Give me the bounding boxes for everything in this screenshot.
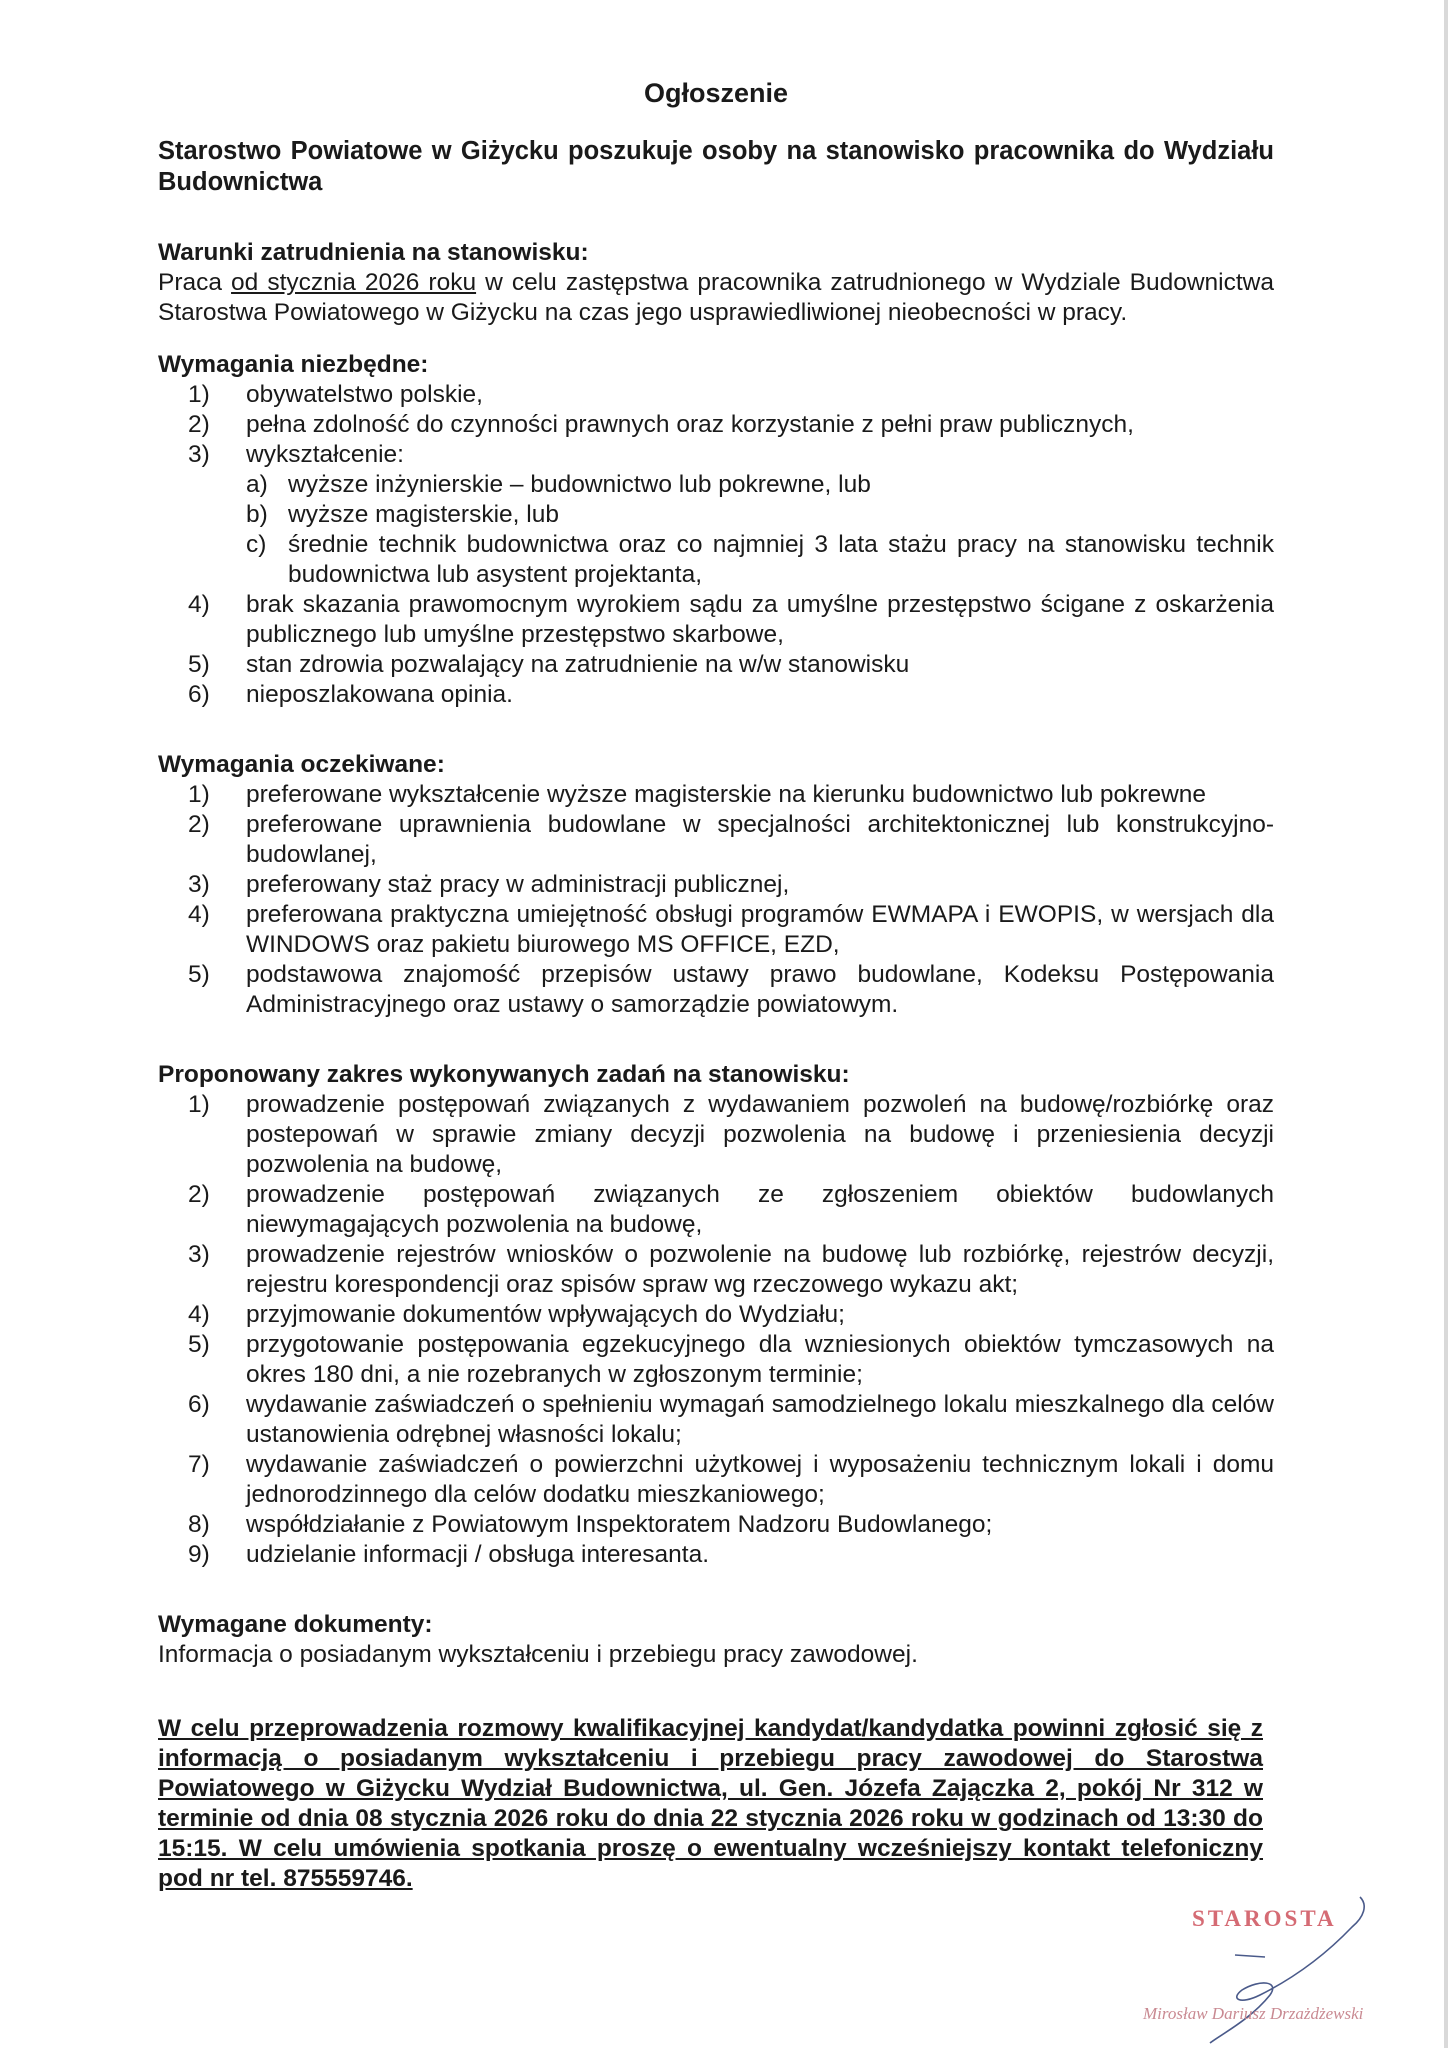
item-number: 5) [188, 651, 210, 678]
item-text: obywatelstwo polskie, [246, 381, 483, 408]
list-item [158, 590, 1274, 650]
documents-text: Informacja o posiadanym wykształceniu i przebiegu pracy zawodowej. [158, 1641, 918, 1668]
document-title: Ogłoszenie [643, 78, 789, 108]
item-text: przyjmowanie dokumentów wpływających do Wydziału; [246, 1301, 845, 1328]
item-number: 4) [188, 901, 210, 928]
item-text: stan zdrowia pozwalający na zatrudnienie na w/w stanowisku [246, 651, 910, 678]
conditions-heading: Warunki zatrudnienia na stanowisku: [158, 239, 589, 266]
application-notice: W celu przeprowadzenia rozmowy kwalifikacyjnej kandydat/kandydatka powinni zgłosić się z informacją o posiadanym wykształceniu i przebiegu pracy zawodowej do Starostwa Powiatowego w Giżycku Wydział Budownictwa, ul. Gen. Józefa Zajączka 2, pokój Nr 312 w terminie od dnia 08 stycznia 2026 roku do dnia 22 stycznia 2026 roku w godzinach od 13:30 do 15:15. W celu umówienia spotkania proszę o ewentualny wcześniejszy kontakt telefoniczny pod nr tel. 875559746. [158, 1715, 1263, 1892]
item-number: 5) [188, 961, 210, 988]
headline: Starostwo Powiatowe w Giżycku poszukuje osoby na stanowisko pracownika do Wydziału Budownictwa [158, 137, 1274, 196]
item-text: wykształcenie: [246, 441, 404, 468]
conditions-text-start: Praca [158, 269, 232, 296]
list-item [158, 960, 1274, 1020]
item-text: przygotowanie postępowania egzekucyjnego dla wzniesionych obiektów tymczasowych na okres 180 dni, a nie rozebranych w zgłoszonym terminie; [246, 1331, 1274, 1388]
item-text: preferowany staż pracy w administracji publicznej, [246, 871, 790, 898]
list-item [158, 1540, 1274, 1570]
subitem-letter: a) [246, 471, 268, 498]
item-number: 8) [188, 1511, 210, 1538]
sublist-item [246, 500, 1274, 530]
item-number: 3) [188, 1241, 210, 1268]
list-item [158, 1510, 1274, 1540]
item-text: udzielanie informacji / obsługa interesanta. [246, 1541, 710, 1568]
list-item [158, 1240, 1274, 1300]
list-item [158, 870, 1274, 900]
subitem-letter: c) [246, 531, 267, 558]
item-number: 9) [188, 1541, 210, 1568]
item-number: 1) [188, 1091, 210, 1118]
item-number: 3) [188, 441, 210, 468]
item-number: 4) [188, 591, 210, 618]
subitem-text: wyższe inżynierskie – budownictwo lub pokrewne, lub [288, 471, 871, 498]
list-item [158, 410, 1274, 440]
item-number: 3) [188, 871, 210, 898]
education-sublist [246, 470, 1274, 590]
item-number: 6) [188, 681, 210, 708]
item-number: 7) [188, 1451, 210, 1478]
required-heading: Wymagania niezbędne: [158, 351, 429, 378]
item-text: preferowane uprawnienia budowlane w specjalności architektonicznej lub konstrukcyjno-budowlanej, [246, 811, 1274, 868]
item-text: brak skazania prawomocnym wyrokiem sądu za umyślne przestępstwo ścigane z oskarżenia publicznego lub umyślne przestępstwo skarbowe, [246, 591, 1274, 648]
expected-heading: Wymagania oczekiwane: [158, 751, 445, 778]
list-item [158, 440, 1274, 590]
list-item [158, 1300, 1274, 1330]
list-item [158, 380, 1274, 410]
subitem-letter: b) [246, 501, 268, 528]
item-text: pełna zdolność do czynności prawnych oraz korzystanie z pełni praw publicznych, [246, 411, 1134, 438]
subitem-text: wyższe magisterskie, lub [288, 501, 559, 528]
documents-heading: Wymagane dokumenty: [158, 1611, 433, 1638]
list-item [158, 900, 1274, 960]
item-number: 1) [188, 381, 210, 408]
item-text: nieposzlakowana opinia. [246, 681, 513, 708]
item-text: preferowane wykształcenie wyższe magisterskie na kierunku budownictwo lub pokrewne [246, 781, 1207, 808]
list-item [158, 810, 1274, 870]
list-item [158, 1180, 1274, 1240]
item-text: wydawanie zaświadczeń o powierzchni użytkowej i wyposażeniu technicznym lokali i domu jednorodzinnego dla celów dodatku mieszkaniowego; [246, 1451, 1274, 1508]
list-item [158, 680, 1274, 710]
list-item [158, 1450, 1274, 1510]
item-number: 2) [188, 811, 210, 838]
item-number: 5) [188, 1331, 210, 1358]
sublist-item [246, 470, 1274, 500]
stamp-name: Mirosław Dariusz Drzażdżewski [1143, 2004, 1364, 2023]
list-item [158, 650, 1274, 680]
item-text: prowadzenie postępowań związanych z wydawaniem pozwoleń na budowę/rozbiórkę oraz postepowań w sprawie zmiany decyzji pozwolenia na budowę i przeniesienia decyzji pozwolenia na budowę, [246, 1091, 1274, 1178]
conditions-text-end: w celu zastępstwa pracownika zatrudnionego w Wydziale Budownictwa Starostwa Powiatowego w Giżycku na czas jego usprawiedliwionej nieobecności w pracy. [158, 269, 1274, 326]
item-number: 6) [188, 1391, 210, 1418]
required-list [158, 380, 1274, 710]
tasks-list [158, 1090, 1274, 1570]
list-item [158, 1330, 1274, 1390]
item-number: 1) [188, 781, 210, 808]
tasks-heading: Proponowany zakres wykonywanych zadań na stanowisku: [158, 1061, 850, 1088]
item-text: prowadzenie postępowań związanych ze zgłoszeniem obiektów budowlanych niewymagających pozwolenia na budowę, [246, 1181, 1274, 1238]
sublist-item [246, 530, 1274, 590]
conditions-text [158, 268, 1274, 328]
item-text: współdziałanie z Powiatowym Inspektoratem Nadzoru Budowlanego; [246, 1511, 993, 1538]
page-edge-shadow [1444, 0, 1448, 2048]
item-text: podstawowa znajomość przepisów ustawy prawo budowlane, Kodeksu Postępowania Administracyjnego oraz ustawy o samorządzie powiatowym. [246, 961, 1274, 1018]
list-item [158, 1090, 1274, 1180]
item-number: 2) [188, 411, 210, 438]
item-text: preferowana praktyczna umiejętność obsługi programów EWMAPA i EWOPIS, w wersjach dla WINDOWS oraz pakietu biurowego MS OFFICE, EZD, [246, 901, 1274, 958]
item-text: wydawanie zaświadczeń o spełnieniu wymagań samodzielnego lokalu mieszkalnego dla celów ustanowienia odrębnej własności lokalu; [246, 1391, 1274, 1448]
expected-list [158, 780, 1274, 1020]
item-number: 4) [188, 1301, 210, 1328]
list-item [158, 780, 1274, 810]
announcement-document [158, 78, 1274, 1919]
list-item [158, 1390, 1274, 1450]
conditions-start-date: od stycznia 2026 roku [231, 269, 477, 296]
subitem-text: średnie technik budownictwa oraz co najmniej 3 lata stażu pracy na stanowisku technik budownictwa lub asystent projektanta, [288, 531, 1274, 588]
item-text: prowadzenie rejestrów wniosków o pozwolenie na budowę lub rozbiórkę, rejestrów decyzji, rejestru korespondencji oraz spisów spraw wg rzeczowego wykazu akt; [246, 1241, 1274, 1298]
item-number: 2) [188, 1181, 210, 1208]
stamp-title: STAROSTA [1192, 1906, 1337, 1931]
